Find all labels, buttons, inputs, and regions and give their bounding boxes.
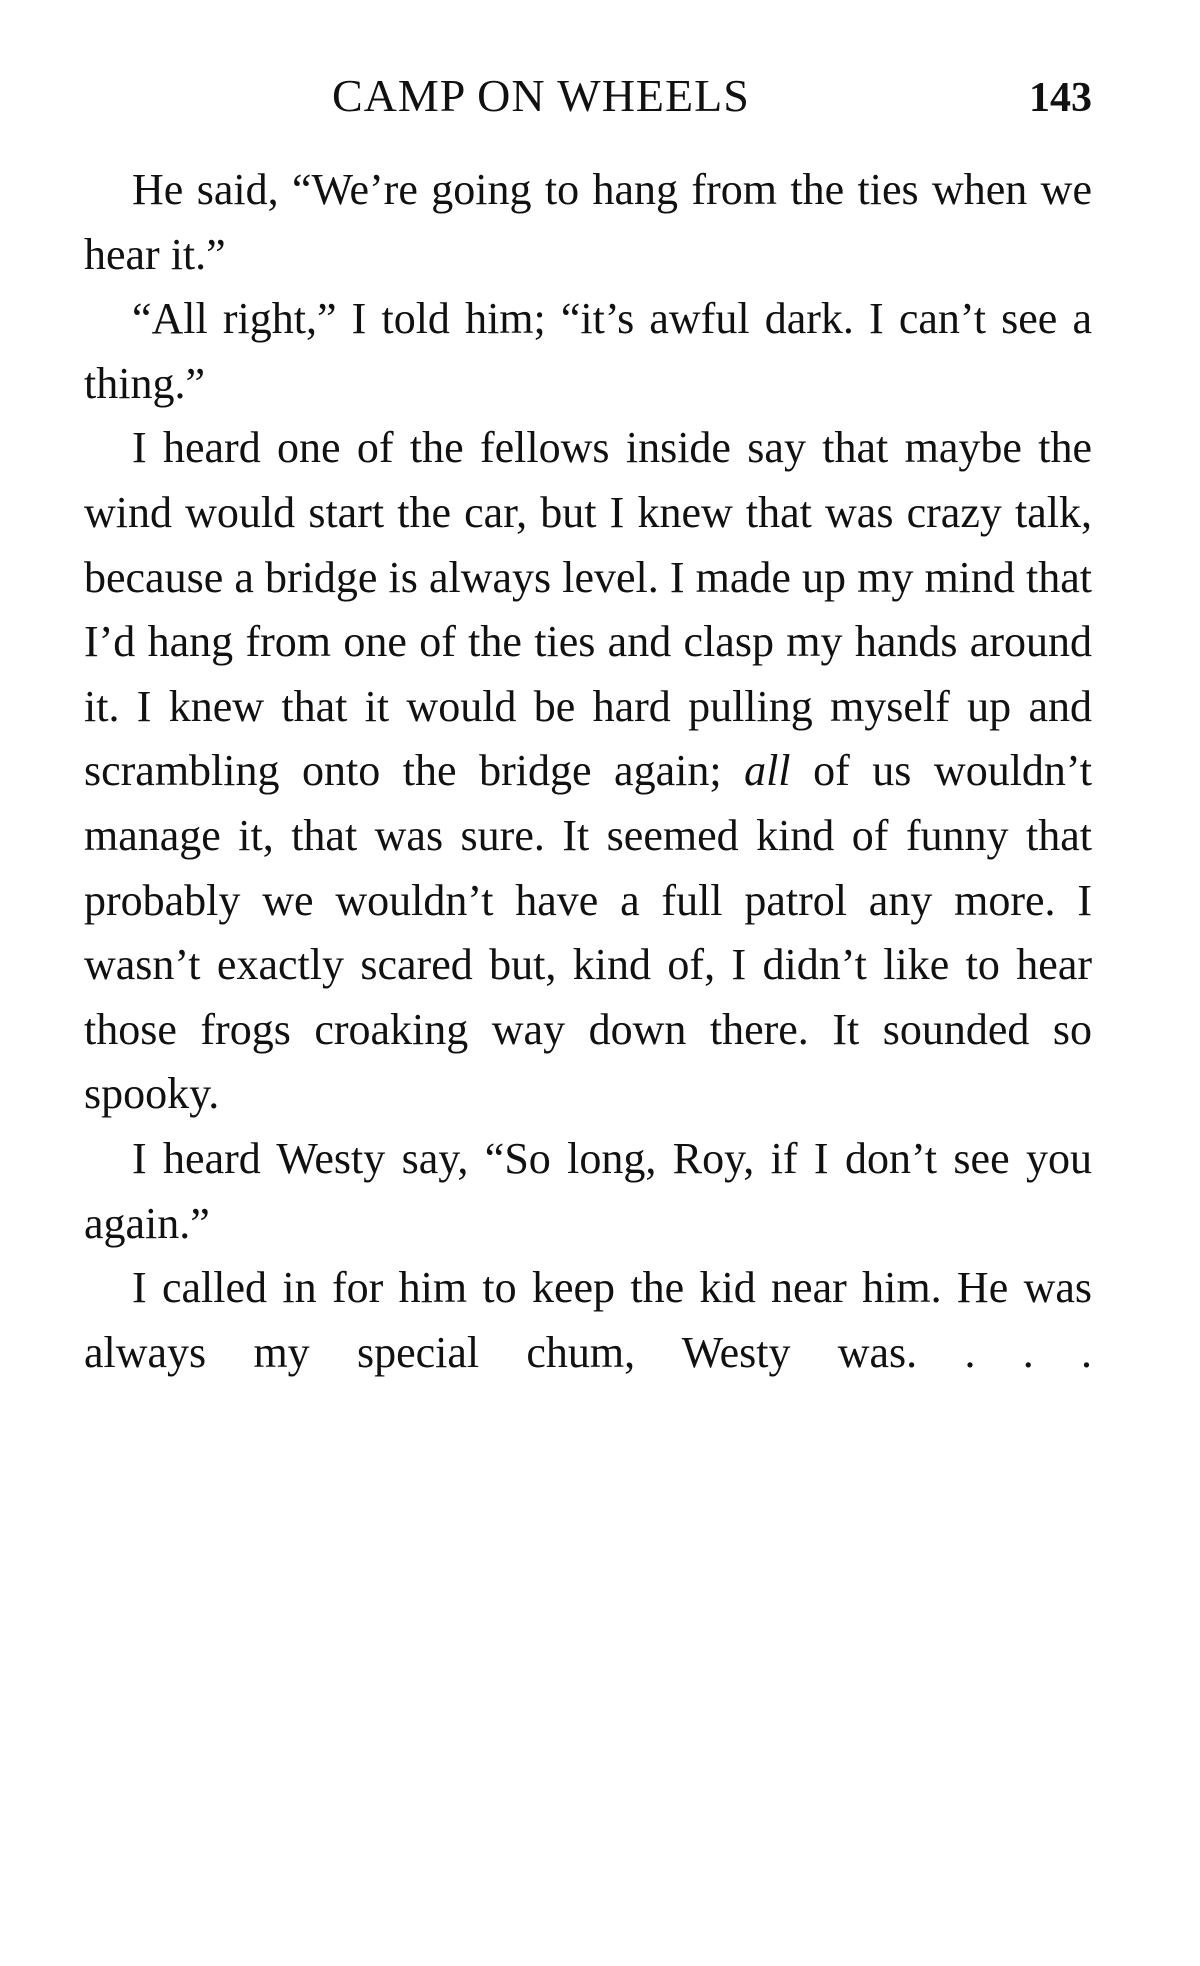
paragraph-2: “All right,” I told him; “it’s awful dark. I can’t see a thing.”	[84, 294, 1092, 408]
page-number: 143	[1029, 75, 1092, 121]
paragraph-1: He said, “We’re going to hang from the ties when we hear it.”	[84, 165, 1092, 279]
page-header	[82, 68, 1092, 124]
paragraph-3	[84, 416, 1092, 1127]
emphasis-all: all	[744, 746, 791, 796]
body-text	[84, 158, 1092, 1385]
paragraph-3-text-after: of us wouldn’t manage it, that was sure. It seemed kind of funny that probably we wouldn’t have a full patrol any more. I wasn’t exactly scared but, kind of, I didn’t like to hear those frogs croaking way down there. It sounded so spooky.	[84, 746, 1092, 1119]
paragraph-4: I heard Westy say, “So long, Roy, if I don’t see you again.”	[84, 1133, 1092, 1248]
running-title: CAMP ON WHEELS	[332, 70, 750, 121]
paragraph-3-text-before: I heard one of the fellows inside say that maybe the wind would start the car, but I knew that was crazy talk, because a bridge is always level. I made up my mind that I’d hang from one of the ties and clasp my hands around it. I knew that it would be hard pulling myself up and scrambling onto the bridge again;	[84, 423, 1092, 796]
paragraph-5: I called in for him to keep the kid near him. He was always my special chum, Westy was. . . .	[84, 1263, 1092, 1377]
